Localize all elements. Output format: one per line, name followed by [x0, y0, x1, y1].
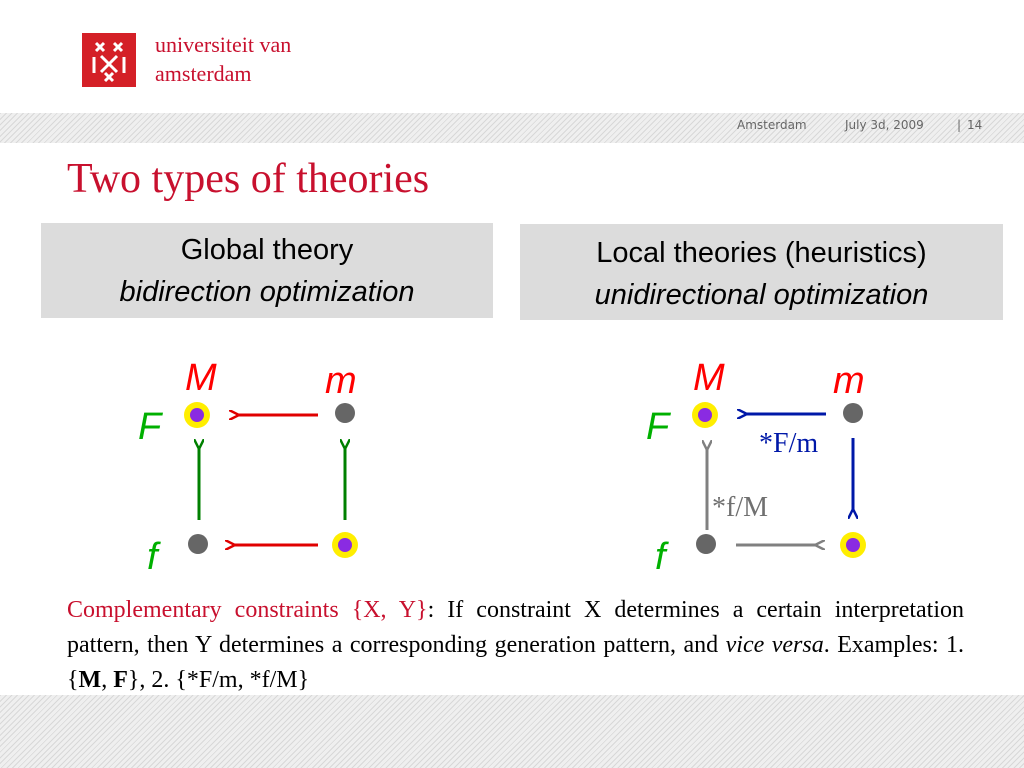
left-label-m: m	[325, 360, 357, 402]
paragraph-bold-M: M	[78, 667, 102, 693]
right-label-m: m	[833, 360, 865, 402]
right-node-mF	[843, 403, 863, 423]
label-star-f-over-M: *f/M	[712, 492, 768, 523]
left-node-Mf	[188, 534, 208, 554]
page-separator: |	[957, 118, 962, 132]
left-node-MF-core	[190, 408, 204, 422]
left-label-M: M	[185, 357, 217, 399]
right-label-F: F	[646, 406, 670, 448]
left-node-mf-core	[338, 538, 352, 552]
paragraph-highlight: Complementary constraints {X, Y}	[67, 597, 428, 623]
left-diagram	[184, 402, 358, 558]
left-node-mF	[335, 403, 355, 423]
location-text: Amsterdam	[737, 118, 807, 132]
left-label-F: F	[138, 406, 162, 448]
paragraph-bold-F: F	[113, 667, 128, 693]
right-label-M: M	[693, 357, 725, 399]
label-star-F-over-m: *F/m	[759, 428, 819, 459]
paragraph-text1: : If constraint X determines a certain interpretation pattern, then Y determines a corresponding generation pattern, and	[67, 597, 965, 658]
paragraph-comma: ,	[101, 667, 114, 693]
complementary-constraints-paragraph	[67, 593, 964, 698]
local-theories-heading: Local theories (heuristics)	[596, 237, 927, 269]
logo-text-line2: amsterdam	[155, 61, 252, 86]
paragraph-italic: vice versa	[725, 632, 824, 658]
paragraph-text3: }, 2. {*F/m, *f/M}	[127, 667, 310, 693]
page-number: 14	[967, 118, 983, 132]
global-theory-heading: Global theory	[180, 234, 354, 266]
right-node-mf-core	[846, 538, 860, 552]
right-diagram	[692, 402, 866, 558]
logo-text-line1: universiteit van	[155, 32, 292, 57]
date-text: July 3d, 2009	[845, 118, 924, 132]
right-node-MF-core	[698, 408, 712, 422]
right-node-Mf	[696, 534, 716, 554]
footer-stripe	[0, 695, 1024, 768]
left-label-f: f	[147, 536, 158, 578]
local-theories-subheading: unidirectional optimization	[594, 279, 929, 311]
global-theory-subheading: bidirection optimization	[119, 276, 415, 308]
slide-title: Two types of theories	[67, 156, 430, 202]
right-label-f: f	[655, 536, 666, 578]
paragraph-text2: . Examples: 1. {	[67, 632, 965, 693]
